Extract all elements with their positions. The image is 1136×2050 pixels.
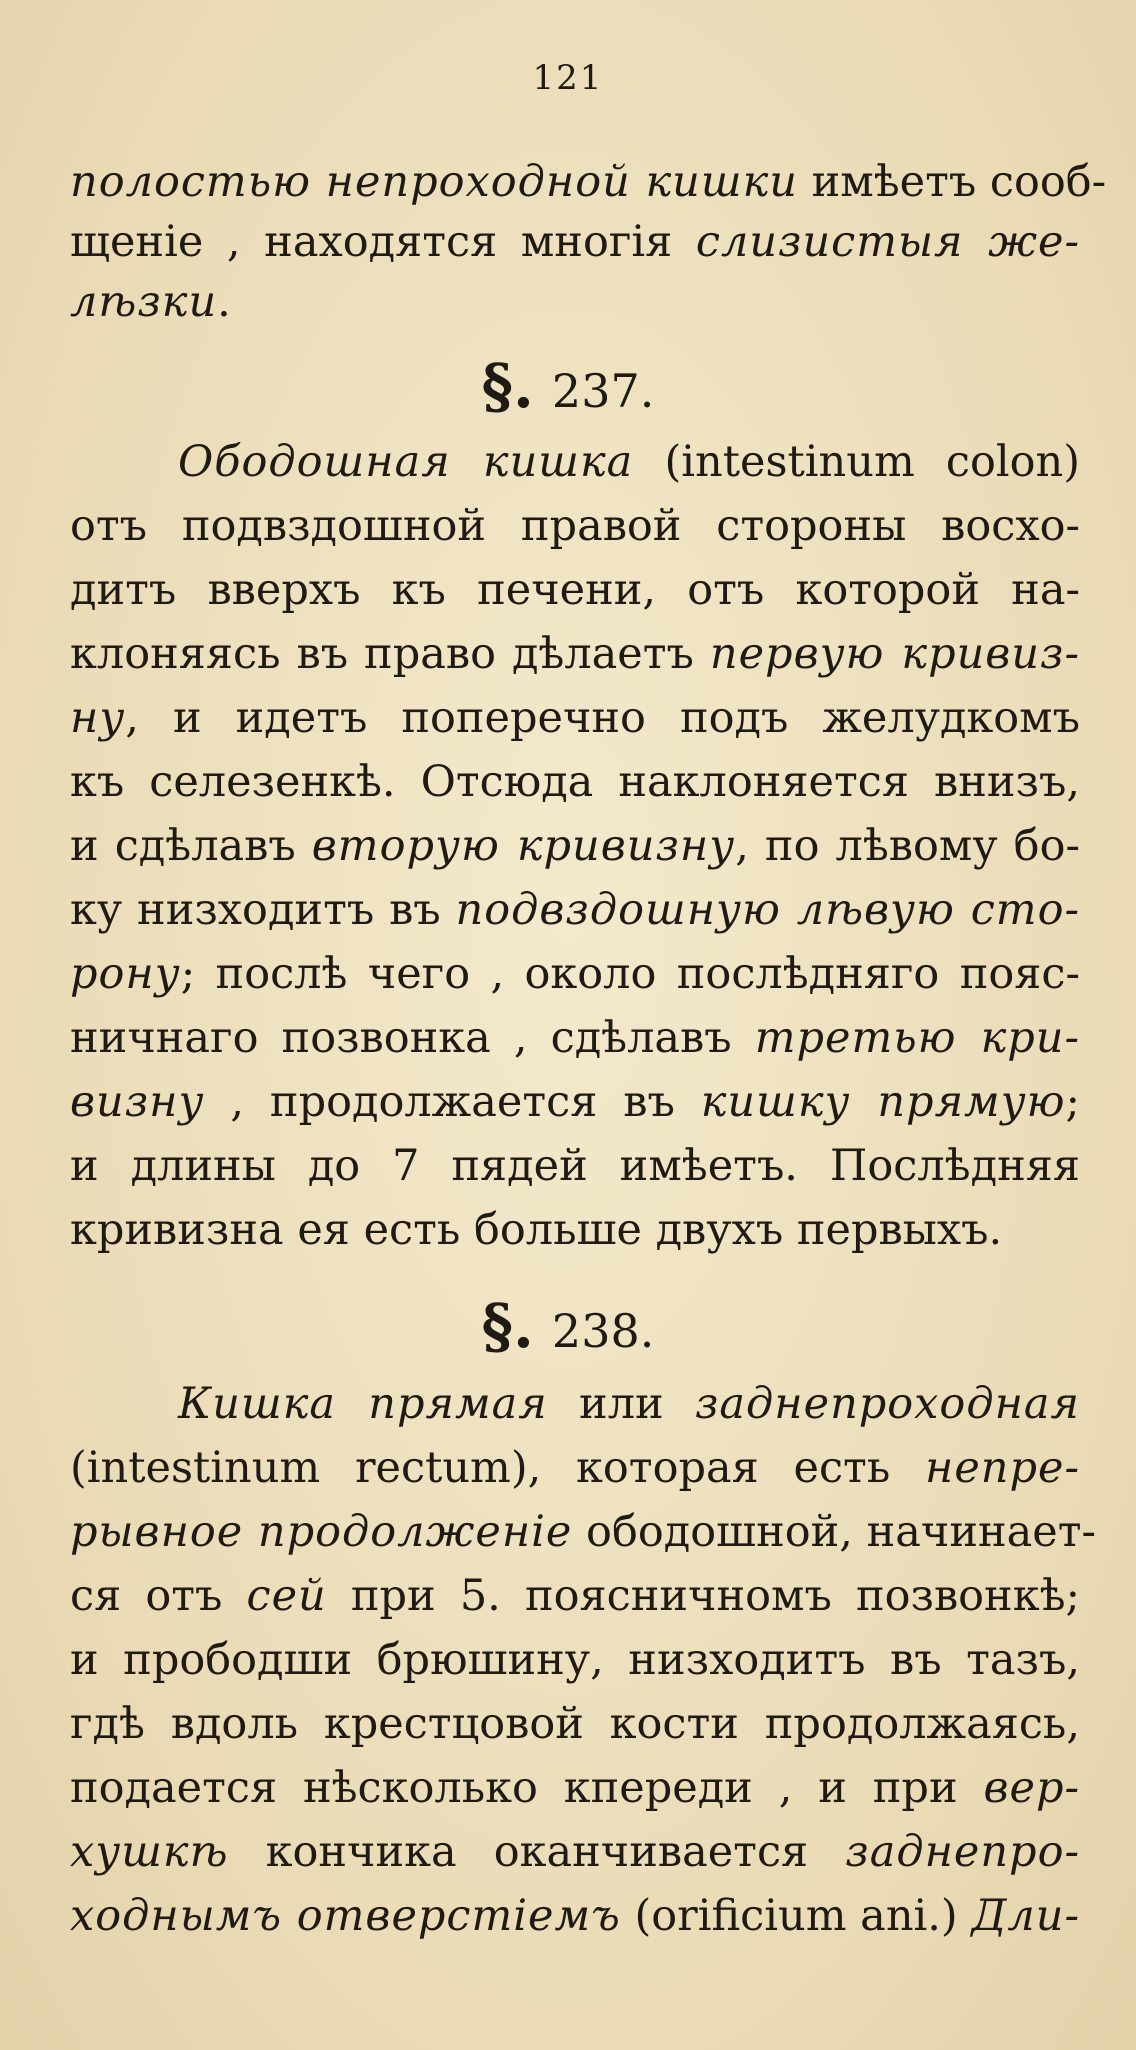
text-run: гдѣ вдоль крестцовой кости продолжаясь, (70, 1699, 1080, 1749)
italic-term: сей (246, 1571, 327, 1621)
text-run: и прободши брюшину, низходитъ въ тазъ, (70, 1635, 1080, 1685)
italic-term: рывное продолженіе (70, 1507, 573, 1557)
text-line (70, 1694, 1080, 1754)
text-run: ничнаго позвонка , сдѣлавъ (70, 1013, 755, 1063)
text-run: (intestinum colon) (633, 437, 1080, 487)
text-run: ся отъ (70, 1571, 247, 1621)
text-run: ободошной, начинает- (572, 1507, 1097, 1557)
text-run: , по лѣвому бо- (735, 821, 1080, 871)
italic-term: Кишка прямая (178, 1379, 548, 1429)
text-run: подается нѣсколько кпереди , и при (70, 1763, 984, 1813)
text-line (70, 1886, 1080, 1946)
section-number: 238. (551, 1304, 655, 1358)
italic-term: Ободошная кишка (178, 437, 634, 487)
text-line (70, 624, 1080, 684)
text-line (70, 1008, 1080, 1068)
text-run: ; (1065, 1077, 1080, 1127)
italic-term: заднепроходная (694, 1379, 1080, 1429)
section-sign: §. (481, 1292, 534, 1362)
italic-term: слизистыя же- (695, 217, 1080, 267)
italic-term: Дли- (971, 1891, 1080, 1941)
text-run: , продолжается въ (204, 1077, 701, 1127)
text-run: кривизна ея есть больше двухъ первыхъ. (70, 1205, 1003, 1255)
text-line (70, 560, 1080, 620)
italic-term: визну (70, 1077, 205, 1127)
text-run: (intestinum rectum), которая есть (70, 1443, 926, 1493)
text-run: ку низходитъ въ (70, 885, 456, 935)
text-line (70, 1438, 1080, 1498)
text-line (70, 816, 1080, 876)
section-heading (0, 1292, 1136, 1362)
section-sign: §. (481, 352, 534, 422)
text-line (70, 1136, 1080, 1196)
text-run: и сдѣлавъ (70, 821, 312, 871)
text-run: (orificium ani.) (620, 1891, 972, 1941)
text-run: отъ подвздошной правой стороны восхо- (70, 501, 1080, 551)
text-line (70, 1822, 1080, 1882)
italic-term: полостью непроходной кишки (70, 157, 798, 207)
text-line (70, 752, 1080, 812)
text-run: щеніе , находятся многія (70, 217, 696, 267)
italic-term: лѣзки (70, 277, 218, 327)
italic-term: ну (70, 693, 126, 743)
page-number: 121 (532, 58, 604, 98)
text-run: , и идетъ поперечно подъ желудкомъ (125, 693, 1080, 743)
text-run: кончика оканчивается (228, 1827, 846, 1877)
text-line (70, 272, 1080, 332)
text-run: ; послѣ чего , около послѣдняго пояс- (180, 949, 1080, 999)
italic-term: рону (70, 949, 181, 999)
text-run: . (217, 277, 231, 327)
italic-term: непре- (925, 1443, 1080, 1493)
text-run: или (547, 1379, 695, 1429)
text-line (70, 1758, 1080, 1818)
text-line (70, 152, 1107, 212)
text-run: клоняясь въ право дѣлаетъ (70, 629, 710, 679)
section-number: 237. (551, 364, 655, 418)
italic-term: заднепро- (845, 1827, 1080, 1877)
italic-term: ходнымъ отверстіемъ (70, 1891, 621, 1941)
text-line (70, 1566, 1080, 1626)
text-line (70, 944, 1080, 1004)
italic-term: кишку прямую (700, 1077, 1066, 1127)
italic-term: третью кри- (754, 1013, 1080, 1063)
italic-term: вер- (983, 1763, 1080, 1813)
text-run: и длины до 7 пядей имѣетъ. Послѣдняя (70, 1141, 1080, 1191)
text-run: имѣетъ сооб- (797, 157, 1107, 207)
italic-term: подвздошную лѣвую сто- (455, 885, 1080, 935)
italic-term: первую кривиз- (709, 629, 1080, 679)
text-line (70, 1200, 1080, 1260)
text-line (178, 1374, 1080, 1434)
text-line (70, 688, 1080, 748)
italic-term: хушкѣ (70, 1827, 229, 1877)
text-line (70, 1630, 1080, 1690)
text-line (70, 880, 1080, 940)
text-line (70, 212, 1080, 272)
text-run: при 5. поясничномъ позвонкѣ; (326, 1571, 1080, 1621)
text-line (178, 432, 1080, 492)
text-line (70, 1072, 1080, 1132)
text-line (70, 496, 1080, 556)
italic-term: вторую кривизну (311, 821, 736, 871)
text-run: къ селезенкѣ. Отсюда наклоняется внизъ, (70, 757, 1080, 807)
section-heading (0, 352, 1136, 422)
text-line (70, 1502, 1097, 1562)
text-run: дитъ вверхъ къ печени, отъ которой на- (70, 565, 1080, 615)
